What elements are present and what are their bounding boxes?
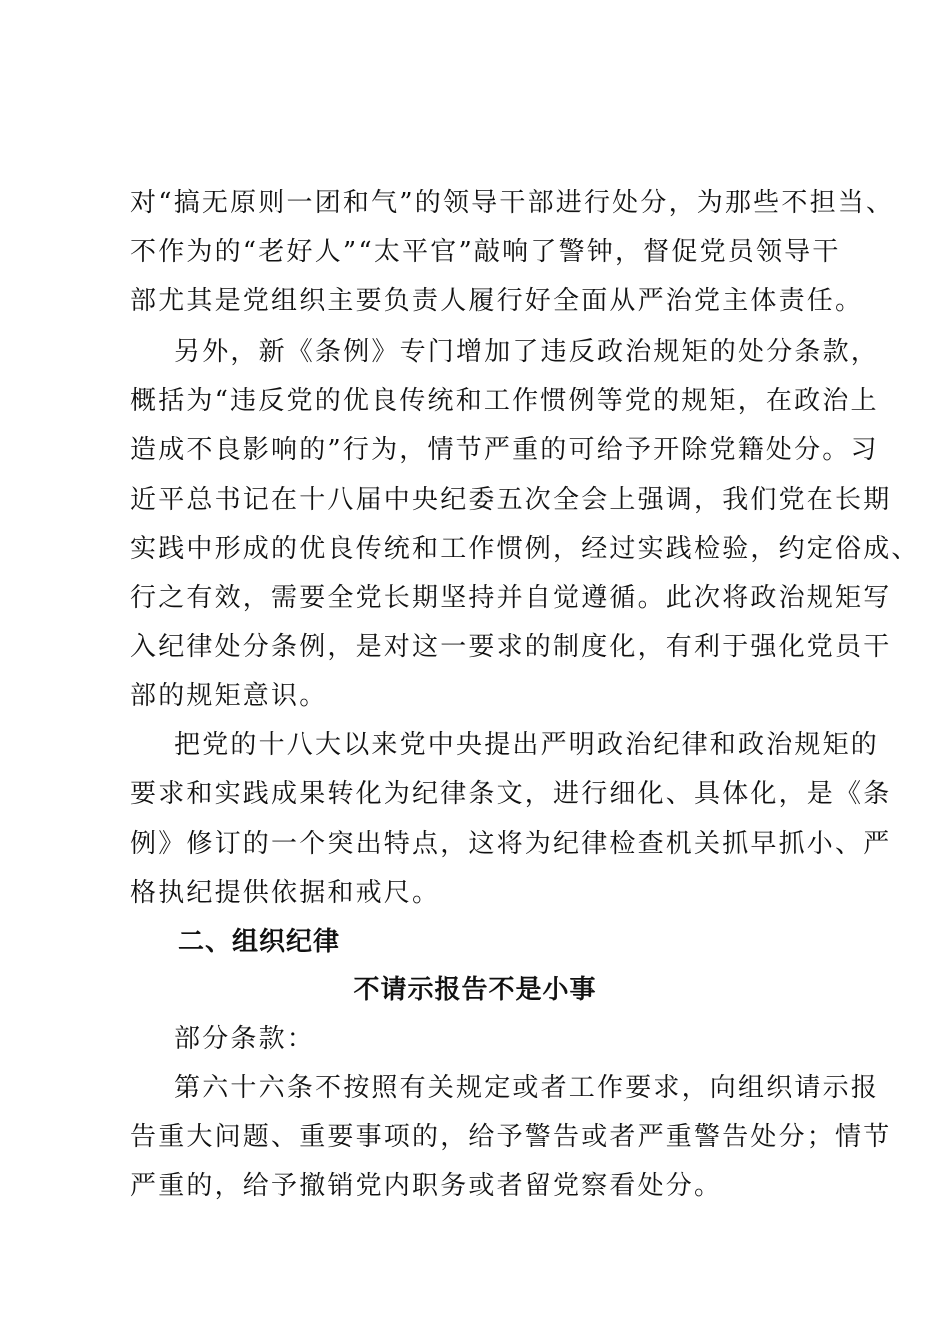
section-heading: 二、组织纪律 <box>178 927 341 957</box>
paragraph-2-line-4: 近平总书记在十八届中央纪委五次全会上强调，我们党在长期 <box>130 485 892 515</box>
paragraph-2-line-3: 造成不良影响的”行为，情节严重的可给予开除党籍处分。习 <box>130 435 879 465</box>
paragraph-4-line-1: 第六十六条不按照有关规定或者工作要求，向组织请示报 <box>174 1073 880 1103</box>
paragraph-3-line-2: 要求和实践成果转化为纪律条文，进行细化、具体化，是《条 <box>130 779 892 809</box>
paragraph-2-line-2: 概括为“违反党的优良传统和工作惯例等党的规矩，在政治上 <box>130 386 879 416</box>
paragraph-2-line-1: 另外，新《条例》专门增加了违反政治规矩的处分条款， <box>174 337 880 367</box>
paragraph-1-line-2: 不作为的“老好人”“太平官”敲响了警钟，督促党员领导干 <box>130 237 841 267</box>
paragraph-1-line-3: 部尤其是党组织主要负责人履行好全面从严治党主体责任。 <box>130 286 864 316</box>
paragraph-4-line-2: 告重大问题、重要事项的，给予警告或者严重警告处分；情节 <box>130 1122 892 1152</box>
paragraph-3-line-4: 格执纪提供依据和戒尺。 <box>130 878 441 908</box>
paragraph-1-line-1: 对“搞无原则一团和气”的领导干部进行处分，为那些不担当、 <box>130 188 895 218</box>
paragraph-2-line-7: 入纪律处分条例，是对这一要求的制度化，有利于强化党员干 <box>130 632 892 662</box>
paragraph-3-line-3: 例》修订的一个突出特点，这将为纪律检查机关抓早抓小、严 <box>130 829 892 859</box>
paragraph-3-line-1: 把党的十八大以来党中央提出严明政治纪律和政治规矩的 <box>174 730 880 760</box>
paragraph-2-line-5: 实践中形成的优良传统和工作惯例，经过实践检验，约定俗成、 <box>130 534 920 564</box>
subheading: 不请示报告不是小事 <box>353 975 597 1005</box>
paragraph-2-line-6: 行之有效，需要全党长期坚持并自觉遵循。此次将政治规矩写 <box>130 583 892 613</box>
clauses-label: 部分条款： <box>174 1024 316 1054</box>
paragraph-2-line-8: 部的规矩意识。 <box>130 681 328 711</box>
paragraph-4-line-3: 严重的，给予撤销党内职务或者留党察看处分。 <box>130 1171 723 1201</box>
